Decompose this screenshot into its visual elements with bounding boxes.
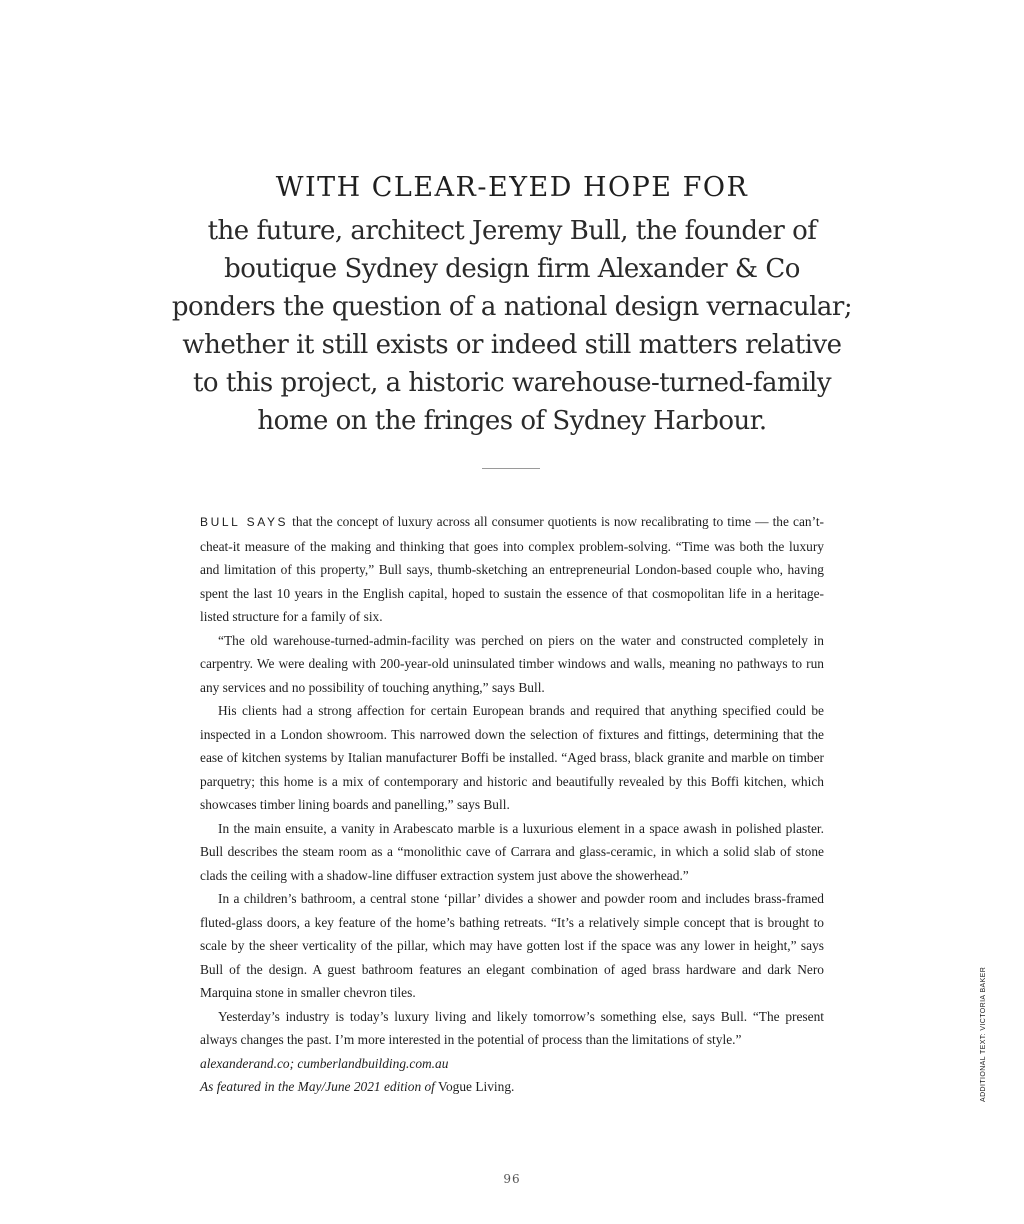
paragraph-6: Yesterday’s industry is today’s luxury living and likely tomorrow’s something else, says Bull. “The present always changes the past. I’m more interested in the potential of process than the limitations of style.”: [200, 1008, 824, 1047]
text-credit: ADDITIONAL TEXT: VICTORIA BAKER: [980, 966, 987, 1102]
paragraph-4: In the main ensuite, a vanity in Arabescato marble is a luxurious element in a space awash in polished plaster. Bull describes the steam room as a “monolithic cave of Carrara and glass-ceramic, in which a solid slab of stone clads the ceiling with a shadow-line diffuser extraction system just above the showerhead.”: [200, 820, 824, 883]
paragraph-3: His clients had a strong affection for certain European brands and required that anything specified could be inspected in a London showroom. This narrowed down the selection of fixtures and fittings, determining that the ease of kitchen systems by Italian manufacturer Boffi be installed. “Aged brass, black granite and marble on timber parquetry; this home is a mix of contemporary and historic and beautifully revealed by this Boffi kitchen, which showcases timber lining boards and panelling,” says Bull.: [200, 703, 824, 812]
article-heading: WITH CLEAR-EYED HOPE FOR: [275, 172, 749, 203]
featured-note: [200, 1075, 824, 1099]
page-number: 96: [503, 1172, 521, 1186]
article-intro: the future, architect Jeremy Bull, the founder of boutique Sydney design firm Alexander & Co ponders the question of a national design vernacular; whether it still exists or indeed still matters relative to this project, a historic warehouse-turned-family home on the fringes of Sydney Harbour.: [171, 216, 853, 436]
featured-note-italic: As featured in the May/June 2021 edition of: [200, 1079, 435, 1094]
featured-publication: Vogue Living.: [438, 1079, 515, 1094]
lead-in: BULL SAYS: [200, 515, 289, 529]
paragraph-5: In a children’s bathroom, a central stone ‘pillar’ divides a shower and powder room and includes brass-framed fluted-glass doors, a key feature of the home’s bathing retreats. “It’s a relatively simple concept that is brought to scale by the sheer verticality of the pillar, which may have gotten lost if the space was any lower in height,” says Bull of the design. A guest bathroom features an elegant combination of aged brass hardware and dark Nero Marquina stone in smaller chevron tiles.: [200, 891, 824, 1000]
paragraph-1: [200, 510, 824, 629]
website-links: alexanderand.co; cumberlandbuilding.com.au: [200, 1055, 449, 1071]
paragraph-2: “The old warehouse-turned-admin-facility was perched on piers on the water and constructed completely in carpentry. We were dealing with 200-year-old uninsulated timber windows and walls, meaning no pathways to run any services and no possibility of touching anything,” says Bull.: [200, 632, 824, 695]
paragraph-1-text: that the concept of luxury across all consumer quotients is now recalibrating to time — the can’t-cheat-it measure of the making and thinking that goes into complex problem-solving. “Time was both the luxury and limitation of this property,” Bull says, thumb-sketching an entrepreneurial London-based couple who, having spent the last 10 years in the English capital, hoped to sustain the essence of that cosmopolitan life in a heritage-listed structure for a family of six.: [200, 514, 824, 624]
section-divider: [482, 468, 540, 469]
article-body: [200, 510, 824, 1099]
